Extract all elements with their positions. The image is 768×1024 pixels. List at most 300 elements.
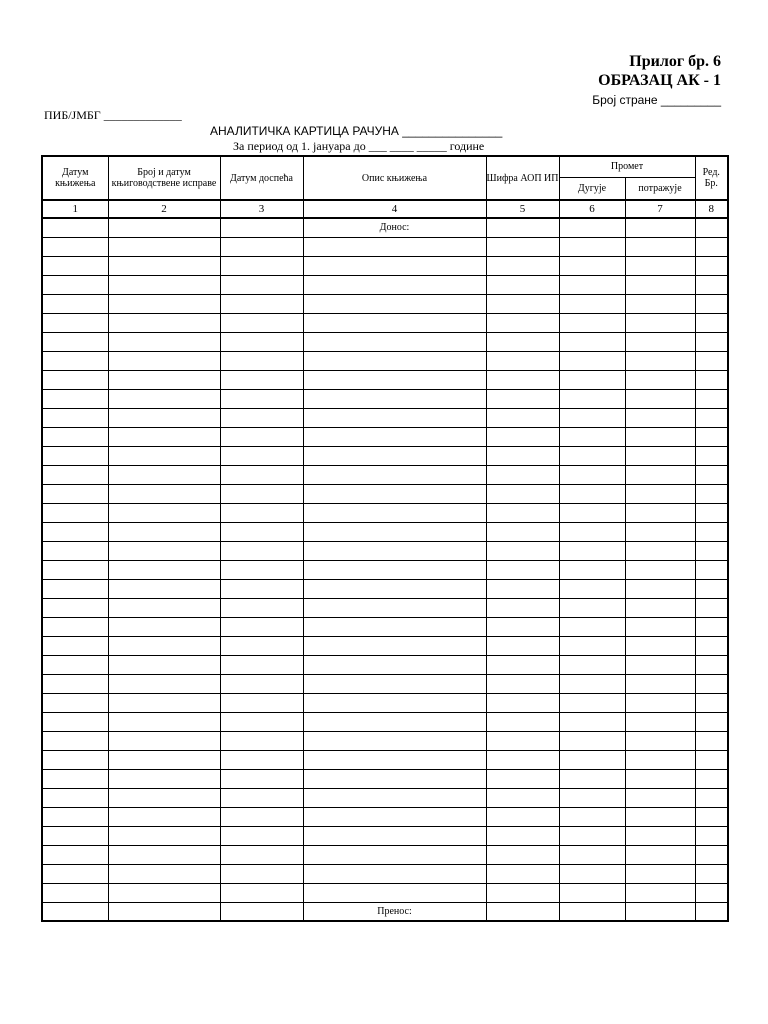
ledger-cell[interactable] xyxy=(220,655,303,674)
ledger-cell[interactable] xyxy=(625,807,695,826)
ledger-cell[interactable] xyxy=(220,465,303,484)
ledger-cell[interactable] xyxy=(486,864,559,883)
ledger-cell[interactable] xyxy=(42,237,108,256)
ledger-cell[interactable] xyxy=(108,731,220,750)
ledger-cell[interactable] xyxy=(695,807,728,826)
ledger-cell[interactable] xyxy=(303,579,486,598)
ledger-cell[interactable] xyxy=(108,636,220,655)
ledger-cell[interactable] xyxy=(42,256,108,275)
ledger-cell[interactable] xyxy=(42,883,108,902)
ledger-cell[interactable] xyxy=(486,351,559,370)
ledger-cell[interactable] xyxy=(559,902,625,921)
ledger-cell[interactable] xyxy=(220,731,303,750)
ledger-cell[interactable] xyxy=(108,294,220,313)
ledger-cell[interactable] xyxy=(486,674,559,693)
ledger-cell[interactable] xyxy=(303,484,486,503)
ledger-cell[interactable] xyxy=(486,693,559,712)
ledger-cell[interactable] xyxy=(220,788,303,807)
ledger-cell[interactable] xyxy=(559,541,625,560)
ledger-cell[interactable] xyxy=(42,864,108,883)
ledger-cell[interactable] xyxy=(42,750,108,769)
ledger-cell[interactable] xyxy=(108,370,220,389)
ledger-cell[interactable] xyxy=(625,370,695,389)
ledger-cell[interactable] xyxy=(108,655,220,674)
ledger-cell[interactable] xyxy=(42,902,108,921)
page-number-field[interactable]: Број стране _________ xyxy=(592,93,721,107)
ledger-cell[interactable] xyxy=(486,579,559,598)
ledger-cell[interactable] xyxy=(108,902,220,921)
ledger-cell[interactable] xyxy=(625,826,695,845)
ledger-cell[interactable] xyxy=(303,237,486,256)
ledger-cell[interactable] xyxy=(559,408,625,427)
ledger-cell[interactable] xyxy=(303,864,486,883)
ledger-cell[interactable] xyxy=(486,446,559,465)
ledger-cell[interactable] xyxy=(303,313,486,332)
ledger-cell[interactable] xyxy=(42,807,108,826)
ledger-cell[interactable] xyxy=(108,503,220,522)
ledger-cell[interactable] xyxy=(559,731,625,750)
ledger-cell[interactable] xyxy=(625,503,695,522)
ledger-cell[interactable] xyxy=(486,237,559,256)
ledger-cell[interactable]: Донос: xyxy=(303,218,486,237)
ledger-cell[interactable] xyxy=(220,826,303,845)
ledger-cell[interactable] xyxy=(42,655,108,674)
ledger-cell[interactable] xyxy=(220,389,303,408)
ledger-cell[interactable] xyxy=(695,864,728,883)
ledger-cell[interactable] xyxy=(625,218,695,237)
ledger-cell[interactable] xyxy=(42,579,108,598)
ledger-cell[interactable] xyxy=(625,788,695,807)
ledger-cell[interactable] xyxy=(559,712,625,731)
ledger-cell[interactable] xyxy=(625,598,695,617)
ledger-cell[interactable] xyxy=(486,598,559,617)
ledger-cell[interactable] xyxy=(695,256,728,275)
ledger-cell[interactable] xyxy=(486,275,559,294)
ledger-cell[interactable] xyxy=(108,427,220,446)
ledger-cell[interactable] xyxy=(625,465,695,484)
ledger-cell[interactable] xyxy=(42,465,108,484)
ledger-cell[interactable] xyxy=(625,446,695,465)
ledger-cell[interactable] xyxy=(303,389,486,408)
ledger-cell[interactable] xyxy=(108,579,220,598)
ledger-cell[interactable] xyxy=(42,712,108,731)
ledger-cell[interactable] xyxy=(695,313,728,332)
ledger-cell[interactable] xyxy=(695,750,728,769)
ledger-cell[interactable] xyxy=(625,427,695,446)
ledger-cell[interactable] xyxy=(625,256,695,275)
ledger-cell[interactable] xyxy=(695,560,728,579)
ledger-cell[interactable] xyxy=(220,237,303,256)
ledger-cell[interactable] xyxy=(486,256,559,275)
ledger-cell[interactable] xyxy=(220,522,303,541)
ledger-cell[interactable] xyxy=(42,731,108,750)
ledger-cell[interactable] xyxy=(695,294,728,313)
ledger-cell[interactable] xyxy=(220,427,303,446)
ledger-cell[interactable] xyxy=(108,465,220,484)
ledger-cell[interactable] xyxy=(559,864,625,883)
ledger-cell[interactable] xyxy=(695,902,728,921)
ledger-cell[interactable] xyxy=(108,275,220,294)
ledger-cell[interactable] xyxy=(108,598,220,617)
ledger-cell[interactable] xyxy=(42,522,108,541)
ledger-cell[interactable] xyxy=(486,807,559,826)
ledger-cell[interactable] xyxy=(559,883,625,902)
ledger-cell[interactable] xyxy=(303,788,486,807)
ledger-cell[interactable] xyxy=(303,731,486,750)
ledger-cell[interactable] xyxy=(42,541,108,560)
ledger-cell[interactable] xyxy=(303,826,486,845)
ledger-cell[interactable] xyxy=(303,503,486,522)
ledger-cell[interactable] xyxy=(625,313,695,332)
ledger-cell[interactable] xyxy=(695,769,728,788)
ledger-cell[interactable] xyxy=(695,541,728,560)
ledger-cell[interactable] xyxy=(625,389,695,408)
ledger-cell[interactable] xyxy=(303,655,486,674)
ledger-cell[interactable] xyxy=(559,389,625,408)
ledger-cell[interactable] xyxy=(220,902,303,921)
ledger-cell[interactable] xyxy=(303,674,486,693)
ledger-cell[interactable] xyxy=(303,294,486,313)
ledger-cell[interactable] xyxy=(42,484,108,503)
ledger-cell[interactable] xyxy=(303,465,486,484)
ledger-cell[interactable] xyxy=(486,389,559,408)
ledger-cell[interactable] xyxy=(108,446,220,465)
ledger-cell[interactable] xyxy=(559,218,625,237)
ledger-cell[interactable] xyxy=(303,807,486,826)
ledger-cell[interactable] xyxy=(108,788,220,807)
ledger-cell[interactable] xyxy=(303,750,486,769)
ledger-cell[interactable] xyxy=(559,769,625,788)
ledger-cell[interactable] xyxy=(303,712,486,731)
ledger-cell[interactable] xyxy=(42,332,108,351)
ledger-cell[interactable] xyxy=(625,883,695,902)
ledger-cell[interactable] xyxy=(695,237,728,256)
ledger-cell[interactable] xyxy=(486,465,559,484)
ledger-cell[interactable] xyxy=(695,389,728,408)
ledger-cell[interactable] xyxy=(108,826,220,845)
ledger-cell[interactable] xyxy=(220,674,303,693)
ledger-cell[interactable] xyxy=(220,313,303,332)
ledger-cell[interactable] xyxy=(559,446,625,465)
ledger-cell[interactable] xyxy=(220,560,303,579)
ledger-cell[interactable] xyxy=(695,845,728,864)
ledger-cell[interactable] xyxy=(108,408,220,427)
ledger-cell[interactable] xyxy=(625,351,695,370)
ledger-cell[interactable] xyxy=(42,769,108,788)
ledger-cell[interactable] xyxy=(303,845,486,864)
ledger-cell[interactable] xyxy=(559,560,625,579)
ledger-cell[interactable] xyxy=(486,902,559,921)
ledger-cell[interactable] xyxy=(559,845,625,864)
ledger-cell[interactable] xyxy=(220,693,303,712)
ledger-cell[interactable] xyxy=(625,769,695,788)
ledger-cell[interactable] xyxy=(42,693,108,712)
ledger-cell[interactable] xyxy=(625,712,695,731)
ledger-cell[interactable] xyxy=(42,446,108,465)
ledger-cell[interactable] xyxy=(486,332,559,351)
ledger-cell[interactable] xyxy=(625,522,695,541)
ledger-cell[interactable] xyxy=(695,731,728,750)
ledger-cell[interactable] xyxy=(303,636,486,655)
ledger-cell[interactable] xyxy=(695,446,728,465)
ledger-cell[interactable] xyxy=(486,560,559,579)
ledger-cell[interactable] xyxy=(695,655,728,674)
ledger-cell[interactable] xyxy=(625,845,695,864)
ledger-cell[interactable] xyxy=(486,408,559,427)
ledger-cell[interactable] xyxy=(108,522,220,541)
ledger-cell[interactable] xyxy=(42,674,108,693)
ledger-cell[interactable] xyxy=(42,351,108,370)
ledger-cell[interactable] xyxy=(486,883,559,902)
ledger-cell[interactable] xyxy=(695,598,728,617)
ledger-cell[interactable] xyxy=(486,845,559,864)
ledger-cell[interactable] xyxy=(486,541,559,560)
ledger-cell[interactable] xyxy=(42,389,108,408)
ledger-cell[interactable] xyxy=(695,636,728,655)
ledger-cell[interactable] xyxy=(559,427,625,446)
ledger-cell[interactable] xyxy=(42,370,108,389)
ledger-cell[interactable] xyxy=(486,655,559,674)
ledger-cell[interactable] xyxy=(559,598,625,617)
ledger-cell[interactable] xyxy=(625,237,695,256)
ledger-cell[interactable] xyxy=(559,788,625,807)
ledger-cell[interactable] xyxy=(559,617,625,636)
ledger-cell[interactable] xyxy=(625,750,695,769)
ledger-cell[interactable] xyxy=(486,218,559,237)
ledger-cell[interactable] xyxy=(303,256,486,275)
ledger-cell[interactable] xyxy=(625,655,695,674)
ledger-cell[interactable] xyxy=(108,541,220,560)
ledger-cell[interactable] xyxy=(559,579,625,598)
ledger-cell[interactable] xyxy=(42,218,108,237)
ledger-cell[interactable] xyxy=(695,465,728,484)
ledger-cell[interactable] xyxy=(303,560,486,579)
ledger-cell[interactable] xyxy=(559,370,625,389)
ledger-cell[interactable] xyxy=(625,731,695,750)
ledger-cell[interactable] xyxy=(42,313,108,332)
ledger-cell[interactable] xyxy=(303,598,486,617)
ledger-cell[interactable] xyxy=(42,845,108,864)
ledger-cell[interactable] xyxy=(42,503,108,522)
ledger-cell[interactable]: Пренос: xyxy=(303,902,486,921)
ledger-cell[interactable] xyxy=(625,693,695,712)
ledger-cell[interactable] xyxy=(108,237,220,256)
ledger-cell[interactable] xyxy=(108,218,220,237)
table-row xyxy=(42,389,728,408)
ledger-cell[interactable] xyxy=(108,617,220,636)
ledger-cell[interactable] xyxy=(695,218,728,237)
ledger-cell[interactable] xyxy=(625,579,695,598)
ledger-cell[interactable] xyxy=(220,484,303,503)
ledger-cell[interactable] xyxy=(486,617,559,636)
ledger-cell[interactable] xyxy=(42,408,108,427)
table-row xyxy=(42,769,728,788)
ledger-cell[interactable] xyxy=(695,788,728,807)
ledger-cell[interactable] xyxy=(108,750,220,769)
ledger-cell[interactable] xyxy=(220,294,303,313)
ledger-cell[interactable] xyxy=(42,598,108,617)
ledger-cell[interactable] xyxy=(625,560,695,579)
ledger-cell[interactable] xyxy=(559,826,625,845)
ledger-cell[interactable] xyxy=(695,503,728,522)
ledger-cell[interactable] xyxy=(559,807,625,826)
ledger-cell[interactable] xyxy=(220,636,303,655)
ledger-cell[interactable] xyxy=(108,674,220,693)
ledger-cell[interactable] xyxy=(486,731,559,750)
ledger-cell[interactable] xyxy=(220,351,303,370)
ledger-cell[interactable] xyxy=(695,370,728,389)
ledger-cell[interactable] xyxy=(108,769,220,788)
ledger-cell[interactable] xyxy=(220,845,303,864)
ledger-cell[interactable] xyxy=(559,465,625,484)
ledger-cell[interactable] xyxy=(486,294,559,313)
ledger-cell[interactable] xyxy=(486,826,559,845)
ledger-cell[interactable] xyxy=(695,674,728,693)
ledger-cell[interactable] xyxy=(486,769,559,788)
ledger-cell[interactable] xyxy=(108,332,220,351)
ledger-cell[interactable] xyxy=(108,845,220,864)
ledger-cell[interactable] xyxy=(303,275,486,294)
ledger-cell[interactable] xyxy=(303,883,486,902)
ledger-cell[interactable] xyxy=(108,484,220,503)
ledger-cell[interactable] xyxy=(695,408,728,427)
ledger-cell[interactable] xyxy=(559,484,625,503)
ledger-cell[interactable] xyxy=(486,750,559,769)
ledger-cell[interactable] xyxy=(220,218,303,237)
ledger-cell[interactable] xyxy=(220,769,303,788)
ledger-cell[interactable] xyxy=(695,484,728,503)
ledger-cell[interactable] xyxy=(220,503,303,522)
ledger-cell[interactable] xyxy=(625,902,695,921)
ledger-cell[interactable] xyxy=(220,332,303,351)
ledger-cell[interactable] xyxy=(220,408,303,427)
ledger-cell[interactable] xyxy=(559,294,625,313)
ledger-cell[interactable] xyxy=(559,655,625,674)
ledger-cell[interactable] xyxy=(486,370,559,389)
ledger-cell[interactable] xyxy=(625,275,695,294)
ledger-cell[interactable] xyxy=(303,427,486,446)
ledger-cell[interactable] xyxy=(303,693,486,712)
ledger-cell[interactable] xyxy=(559,750,625,769)
ledger-cell[interactable] xyxy=(220,617,303,636)
ledger-cell[interactable] xyxy=(108,389,220,408)
ledger-cell[interactable] xyxy=(695,522,728,541)
ledger-cell[interactable] xyxy=(303,769,486,788)
ledger-cell[interactable] xyxy=(559,503,625,522)
ledger-cell[interactable] xyxy=(559,313,625,332)
ledger-cell[interactable] xyxy=(559,351,625,370)
ledger-cell[interactable] xyxy=(42,617,108,636)
ledger-cell[interactable] xyxy=(625,674,695,693)
ledger-cell[interactable] xyxy=(486,788,559,807)
ledger-cell[interactable] xyxy=(625,484,695,503)
ledger-cell[interactable] xyxy=(220,256,303,275)
ledger-cell[interactable] xyxy=(695,826,728,845)
ledger-cell[interactable] xyxy=(220,541,303,560)
ledger-cell[interactable] xyxy=(695,617,728,636)
ledger-cell[interactable] xyxy=(625,294,695,313)
ledger-cell[interactable] xyxy=(220,750,303,769)
ledger-cell[interactable] xyxy=(486,522,559,541)
ledger-cell[interactable] xyxy=(486,427,559,446)
ledger-cell[interactable] xyxy=(220,579,303,598)
ledger-cell[interactable] xyxy=(625,541,695,560)
ledger-cell[interactable] xyxy=(42,636,108,655)
ledger-cell[interactable] xyxy=(695,712,728,731)
ledger-cell[interactable] xyxy=(42,560,108,579)
ledger-cell[interactable] xyxy=(695,693,728,712)
ledger-cell[interactable] xyxy=(559,275,625,294)
ledger-cell[interactable] xyxy=(559,693,625,712)
ledger-cell[interactable] xyxy=(559,256,625,275)
ledger-cell[interactable] xyxy=(625,636,695,655)
ledger-cell[interactable] xyxy=(108,864,220,883)
ledger-cell[interactable] xyxy=(220,370,303,389)
ledger-cell[interactable] xyxy=(486,313,559,332)
ledger-cell[interactable] xyxy=(625,864,695,883)
ledger-cell[interactable] xyxy=(108,693,220,712)
ledger-cell[interactable] xyxy=(625,408,695,427)
ledger-cell[interactable] xyxy=(220,712,303,731)
ledger-cell[interactable] xyxy=(220,275,303,294)
ledger-cell[interactable] xyxy=(303,446,486,465)
ledger-cell[interactable] xyxy=(108,807,220,826)
ledger-cell[interactable] xyxy=(695,351,728,370)
ledger-cell[interactable] xyxy=(42,826,108,845)
ledger-cell[interactable] xyxy=(559,522,625,541)
ledger-cell[interactable] xyxy=(695,579,728,598)
ledger-cell[interactable] xyxy=(486,636,559,655)
ledger-cell[interactable] xyxy=(303,351,486,370)
ledger-cell[interactable] xyxy=(486,712,559,731)
ledger-cell[interactable] xyxy=(486,503,559,522)
ledger-cell[interactable] xyxy=(695,275,728,294)
ledger-cell[interactable] xyxy=(695,427,728,446)
ledger-cell[interactable] xyxy=(108,560,220,579)
ledger-cell[interactable] xyxy=(625,332,695,351)
ledger-cell[interactable] xyxy=(303,541,486,560)
ledger-cell[interactable] xyxy=(108,256,220,275)
ledger-cell[interactable] xyxy=(559,237,625,256)
ledger-cell[interactable] xyxy=(42,294,108,313)
ledger-cell[interactable] xyxy=(486,484,559,503)
ledger-cell[interactable] xyxy=(695,883,728,902)
ledger-cell[interactable] xyxy=(695,332,728,351)
ledger-cell[interactable] xyxy=(303,370,486,389)
ledger-cell[interactable] xyxy=(303,332,486,351)
ledger-cell[interactable] xyxy=(303,617,486,636)
ledger-cell[interactable] xyxy=(220,446,303,465)
ledger-cell[interactable] xyxy=(303,408,486,427)
ledger-cell[interactable] xyxy=(108,883,220,902)
ledger-cell[interactable] xyxy=(559,674,625,693)
ledger-cell[interactable] xyxy=(220,598,303,617)
ledger-cell[interactable] xyxy=(220,864,303,883)
ledger-cell[interactable] xyxy=(42,275,108,294)
ledger-cell[interactable] xyxy=(42,788,108,807)
ledger-cell[interactable] xyxy=(220,883,303,902)
ledger-cell[interactable] xyxy=(625,617,695,636)
ledger-cell[interactable] xyxy=(108,712,220,731)
ledger-cell[interactable] xyxy=(559,636,625,655)
ledger-cell[interactable] xyxy=(220,807,303,826)
pib-field[interactable]: ПИБ/ЈМБГ _____________ xyxy=(44,108,182,122)
ledger-cell[interactable] xyxy=(559,332,625,351)
ledger-cell[interactable] xyxy=(108,351,220,370)
ledger-cell[interactable] xyxy=(42,427,108,446)
ledger-cell[interactable] xyxy=(303,522,486,541)
ledger-cell[interactable] xyxy=(108,313,220,332)
